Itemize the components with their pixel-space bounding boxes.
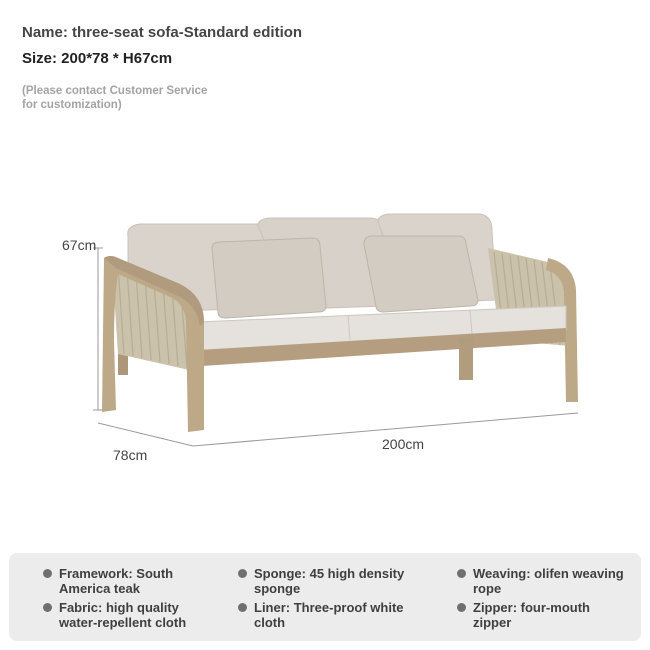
depth-dimension-line bbox=[98, 423, 193, 446]
spec-text: Sponge: 45 high density sponge bbox=[254, 566, 405, 596]
bullet-icon bbox=[457, 569, 466, 578]
bullet-icon bbox=[238, 569, 247, 578]
product-name: Name: three-seat sofa-Standard edition bbox=[22, 24, 303, 41]
spec-weaving bbox=[457, 566, 627, 596]
spec-liner bbox=[238, 600, 413, 630]
bullet-icon bbox=[43, 569, 52, 578]
spec-text: Liner: Three-proof white cloth bbox=[254, 600, 404, 630]
bullet-icon bbox=[43, 603, 52, 612]
spec-text: Weaving: olifen weaving rope bbox=[473, 566, 624, 596]
spec-panel bbox=[9, 553, 641, 641]
bullet-icon bbox=[238, 603, 247, 612]
spec-sponge bbox=[238, 566, 413, 596]
height-dimension-label: 67cm bbox=[62, 237, 97, 253]
spec-framework bbox=[43, 566, 208, 596]
customization-note: (Please contact Customer Service for customization) bbox=[22, 85, 208, 111]
spec-text: Fabric: high quality water-repellent cloth bbox=[59, 600, 187, 630]
spec-text: Framework: South America teak bbox=[59, 566, 174, 596]
depth-dimension-label: 78cm bbox=[113, 447, 148, 463]
width-dimension-label: 200cm bbox=[382, 436, 425, 452]
spec-zipper bbox=[457, 600, 627, 630]
product-size: Size: 200*78 * H67cm bbox=[22, 50, 173, 67]
spec-text: Zipper: four-mouth zipper bbox=[473, 600, 590, 630]
spec-fabric bbox=[43, 600, 208, 630]
bullet-icon bbox=[457, 603, 466, 612]
